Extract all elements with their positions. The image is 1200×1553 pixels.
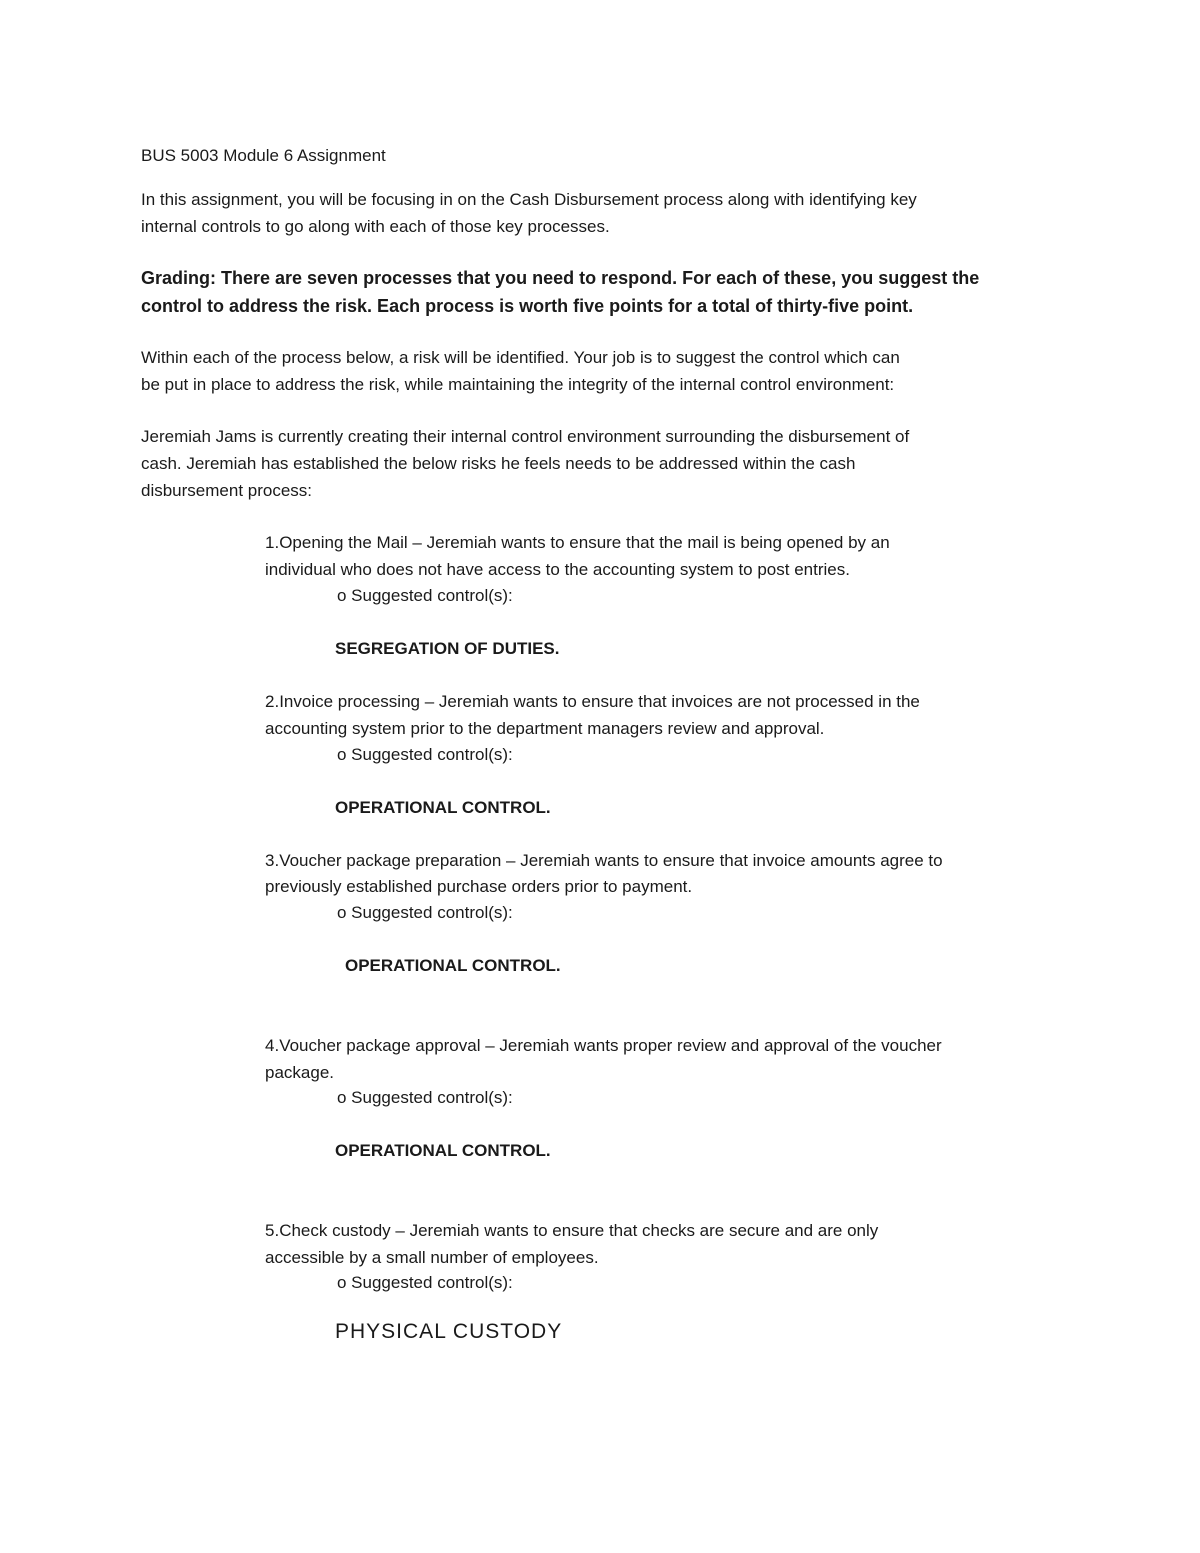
step-3-line-1 xyxy=(265,847,943,874)
jeremiah-line-3: disbursement process: xyxy=(141,481,313,500)
step-3-number: 3. xyxy=(265,851,280,870)
step-1-line-2: individual who does not have access to the accounting system to post entries. xyxy=(265,560,850,579)
jeremiah-line-1: Jeremiah Jams is currently creating their internal control environment surrounding the disbursement of xyxy=(141,427,910,446)
within-line-2: be put in place to address the risk, while maintaining the integrity of the internal control environment: xyxy=(141,375,895,394)
step-2-answer: OPERATIONAL CONTROL. xyxy=(335,798,551,817)
step-4-answer: OPERATIONAL CONTROL. xyxy=(335,1141,551,1160)
within-line-1: Within each of the process below, a risk will be identified. Your job is to suggest the control which can xyxy=(141,348,900,367)
step-5-line-2: accessible by a small number of employees. xyxy=(265,1248,599,1267)
step-4-suggested: o Suggested control(s): xyxy=(337,1088,513,1107)
intro-line-1: In this assignment, you will be focusing in on the Cash Disbursement process along with identifying key xyxy=(141,190,917,209)
step-3-line-2: previously established purchase orders prior to payment. xyxy=(265,877,693,896)
step-3-answer: OPERATIONAL CONTROL. xyxy=(345,956,561,975)
step-2-line-2: accounting system prior to the department managers review and approval. xyxy=(265,719,825,738)
grading-line-1: Grading: There are seven processes that you need to respond. For each of these, you suggest the xyxy=(141,268,980,288)
step-1-text: Opening the Mail – Jeremiah wants to ensure that the mail is being opened by an xyxy=(279,533,890,552)
step-2-number: 2. xyxy=(265,692,280,711)
step-2-line-1 xyxy=(265,688,920,715)
step-4-line-2: package. xyxy=(265,1063,334,1082)
step-1-answer: SEGREGATION OF DUTIES. xyxy=(335,639,560,658)
step-4-number: 4. xyxy=(265,1036,280,1055)
step-5-answer: PHYSICAL CUSTODY xyxy=(335,1320,563,1343)
step-4-line-1 xyxy=(265,1032,942,1059)
step-1-line-1 xyxy=(265,529,890,556)
step-5-suggested: o Suggested control(s): xyxy=(337,1273,513,1292)
step-4-text: Voucher package approval – Jeremiah wants proper review and approval of the voucher xyxy=(279,1036,942,1055)
intro-line-2: internal controls to go along with each of those key processes. xyxy=(141,217,610,236)
step-5-number: 5. xyxy=(265,1221,280,1240)
step-2-text: Invoice processing – Jeremiah wants to ensure that invoices are not processed in the xyxy=(279,692,920,711)
step-1-number: 1. xyxy=(265,533,280,552)
step-5-text: Check custody – Jeremiah wants to ensure that checks are secure and are only xyxy=(279,1221,879,1240)
document-title: BUS 5003 Module 6 Assignment xyxy=(141,146,386,165)
step-2-suggested: o Suggested control(s): xyxy=(337,745,513,764)
step-1-suggested: o Suggested control(s): xyxy=(337,586,513,605)
step-3-text: Voucher package preparation – Jeremiah wants to ensure that invoice amounts agree to xyxy=(279,851,943,870)
grading-line-2: control to address the risk. Each process is worth five points for a total of thirty-five point. xyxy=(141,296,914,316)
jeremiah-line-2: cash. Jeremiah has established the below risks he feels needs to be addressed within the cash xyxy=(141,454,856,473)
step-5-line-1 xyxy=(265,1217,878,1244)
step-3-suggested: o Suggested control(s): xyxy=(337,903,513,922)
